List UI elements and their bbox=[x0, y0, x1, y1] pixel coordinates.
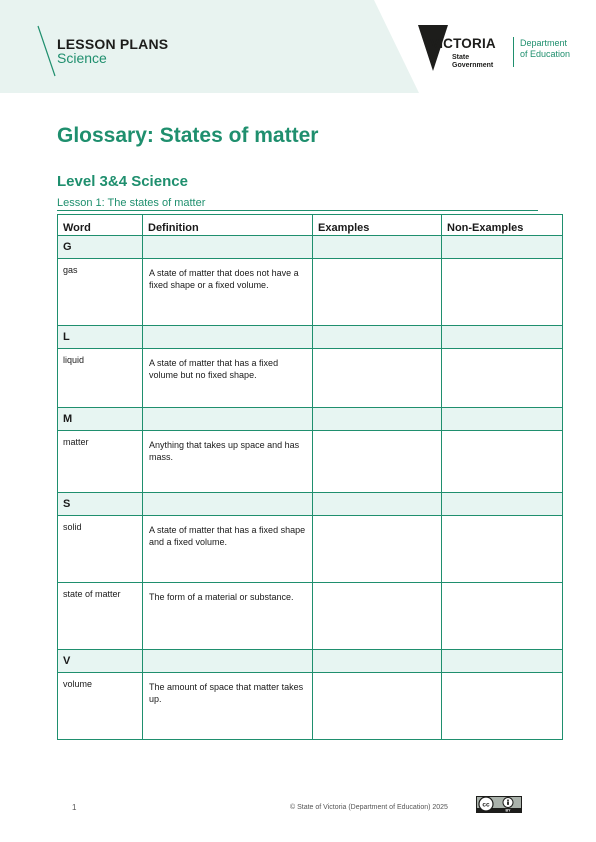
non-examples-cell[interactable] bbox=[442, 673, 563, 740]
section-row bbox=[58, 408, 563, 431]
header-word: Word bbox=[58, 215, 143, 236]
examples-cell[interactable] bbox=[313, 673, 442, 740]
header-non-examples: Non-Examples bbox=[442, 215, 563, 236]
page-title: Glossary: States of matter bbox=[57, 124, 319, 147]
copyright-notice: © State of Victoria (Department of Education) 2025 bbox=[290, 804, 448, 811]
glossary-definition: A state of matter that does not have a fixed shape or a fixed volume. bbox=[143, 259, 313, 326]
examples-cell[interactable] bbox=[313, 349, 442, 408]
section-row bbox=[58, 236, 563, 259]
brand bbox=[57, 37, 168, 66]
lesson-label: Lesson 1: The states of matter bbox=[57, 197, 538, 211]
examples-cell[interactable] bbox=[313, 516, 442, 583]
logo-word: VICTORIA bbox=[430, 36, 496, 51]
header-examples: Examples bbox=[313, 215, 442, 236]
brand-subject: Science bbox=[57, 50, 107, 66]
table-row bbox=[58, 349, 563, 408]
victoria-logo bbox=[418, 25, 510, 71]
section-letter: S bbox=[58, 493, 143, 516]
non-examples-cell[interactable] bbox=[442, 349, 563, 408]
header-band bbox=[0, 0, 596, 93]
glossary-word: state of matter bbox=[58, 583, 143, 650]
logo-divider bbox=[513, 37, 514, 67]
examples-cell[interactable] bbox=[313, 259, 442, 326]
glossary-word: liquid bbox=[58, 349, 143, 408]
section-row bbox=[58, 326, 563, 349]
examples-cell[interactable] bbox=[313, 431, 442, 493]
cc-label: cc bbox=[482, 801, 490, 809]
glossary-word: volume bbox=[58, 673, 143, 740]
examples-cell[interactable] bbox=[313, 583, 442, 650]
section-letter: G bbox=[58, 236, 143, 259]
non-examples-cell[interactable] bbox=[442, 516, 563, 583]
page-subtitle: Level 3&4 Science bbox=[57, 173, 188, 190]
glossary-definition: The amount of space that matter takes up. bbox=[143, 673, 313, 740]
table-header-row bbox=[58, 215, 563, 236]
non-examples-cell[interactable] bbox=[442, 583, 563, 650]
department-name: Department of Education bbox=[520, 38, 571, 59]
by-label: BY bbox=[505, 808, 511, 813]
glossary-word: solid bbox=[58, 516, 143, 583]
table-row bbox=[58, 431, 563, 493]
glossary-word: matter bbox=[58, 431, 143, 493]
glossary-table bbox=[57, 214, 563, 740]
header-definition: Definition bbox=[143, 215, 313, 236]
non-examples-cell[interactable] bbox=[442, 259, 563, 326]
logo-subtitle: State Government bbox=[452, 54, 494, 69]
glossary-definition: Anything that takes up space and has mass. bbox=[143, 431, 313, 493]
section-letter: M bbox=[58, 408, 143, 431]
section-letter: L bbox=[58, 326, 143, 349]
table-row bbox=[58, 516, 563, 583]
glossary-word: gas bbox=[58, 259, 143, 326]
section-row bbox=[58, 650, 563, 673]
non-examples-cell[interactable] bbox=[442, 431, 563, 493]
page-number: 1 bbox=[72, 803, 77, 812]
section-letter: V bbox=[58, 650, 143, 673]
table-row bbox=[58, 583, 563, 650]
table-row bbox=[58, 673, 563, 740]
section-row bbox=[58, 493, 563, 516]
glossary-definition: A state of matter that has a fixed volume but no fixed shape. bbox=[143, 349, 313, 408]
brand-title: LESSON PLANS bbox=[57, 36, 169, 52]
glossary-definition: A state of matter that has a fixed shape and a fixed volume. bbox=[143, 516, 313, 583]
cc-by-icon bbox=[476, 796, 522, 813]
table-row bbox=[58, 259, 563, 326]
glossary-definition: The form of a material or substance. bbox=[143, 583, 313, 650]
